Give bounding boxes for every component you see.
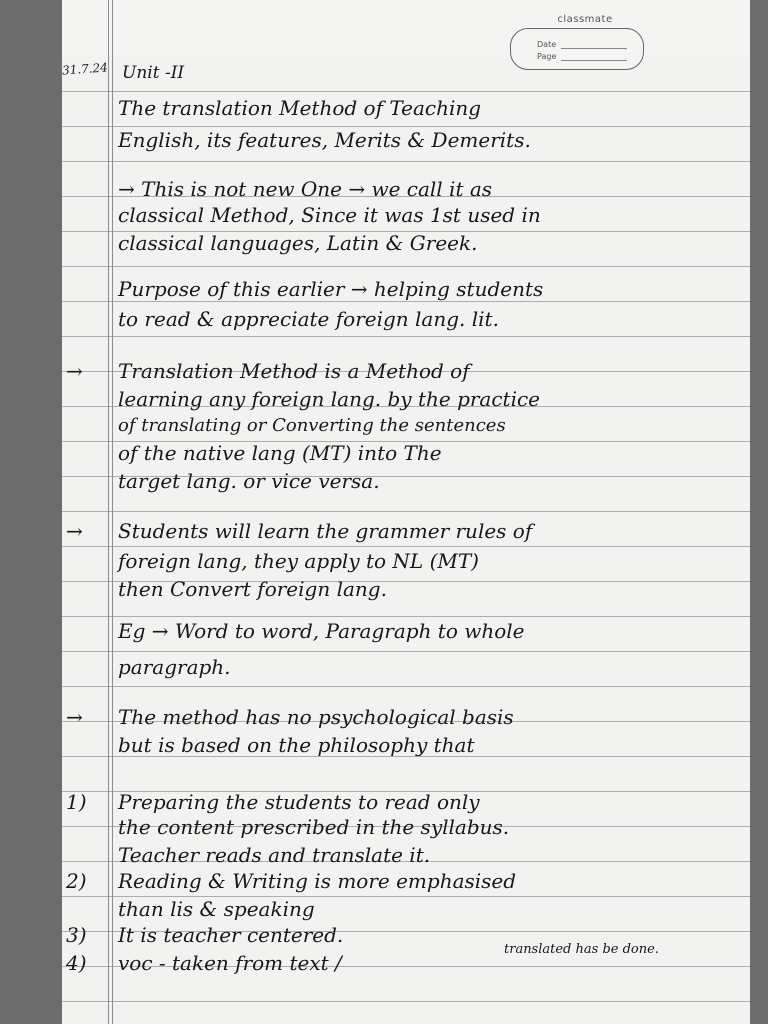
text-line: Purpose of this earlier → helping students	[118, 277, 544, 301]
text-line: Teacher reads and translate it.	[118, 843, 431, 867]
brand-logo: classmate	[557, 14, 613, 25]
text-line: to read & appreciate foreign lang. lit.	[118, 307, 499, 331]
text-line: paragraph.	[118, 655, 231, 679]
list-number: 3)	[66, 923, 87, 947]
text-line: → The method has no psychological basis	[118, 700, 738, 734]
text-line: target lang. or vice versa.	[118, 469, 380, 493]
text-line: but is based on the philosophy that	[118, 733, 475, 757]
text-line: The translation Method of Teaching	[118, 96, 482, 120]
text-line: classical languages, Latin & Greek.	[118, 231, 478, 255]
text-line: than lis & speaking	[118, 897, 315, 921]
text-line: 4) voc - taken from text /	[118, 946, 738, 980]
text-line: then Convert foreign lang.	[118, 577, 387, 601]
bullet-marker: →	[66, 705, 83, 729]
text-line: → Translation Method is a Method of	[118, 354, 738, 388]
list-number: 4)	[66, 951, 87, 975]
page-header-area	[62, 0, 750, 56]
text-line: Eg → Word to word, Paragraph to whole	[118, 619, 525, 643]
bullet-marker: →	[66, 519, 83, 543]
side-note: translated has be done.	[504, 942, 659, 957]
list-number: 1)	[66, 790, 87, 814]
text-line: 3) It is teacher centered.	[118, 918, 738, 952]
text-line: 1) Preparing the students to read only	[118, 785, 738, 819]
text-line: of translating or Converting the sentences	[118, 415, 506, 436]
margin-date: 31.7.24	[62, 60, 109, 78]
date-label: Date	[537, 40, 557, 49]
text-line: English, its features, Merits & Demerits.	[118, 128, 531, 152]
text-line: foreign lang, they apply to NL (MT)	[118, 549, 479, 573]
text-line: learning any foreign lang. by the practice	[118, 387, 541, 411]
text-line: classical Method, Since it was 1st used in	[118, 203, 541, 227]
unit-heading: Unit -II	[122, 63, 185, 83]
text-line: the content prescribed in the syllabus.	[118, 815, 510, 839]
text-line: → This is not new One → we call it as	[118, 177, 493, 201]
text-line: → Students will learn the grammer rules of	[118, 514, 738, 548]
page-label: Page	[537, 52, 557, 61]
bullet-marker: →	[66, 359, 83, 383]
text-line: of the native lang (MT) into The	[118, 441, 442, 465]
notebook-page	[62, 0, 750, 1024]
text-line: 2) Reading & Writing is more emphasised	[118, 864, 738, 898]
date-rule	[561, 48, 627, 49]
list-number: 2)	[66, 869, 87, 893]
